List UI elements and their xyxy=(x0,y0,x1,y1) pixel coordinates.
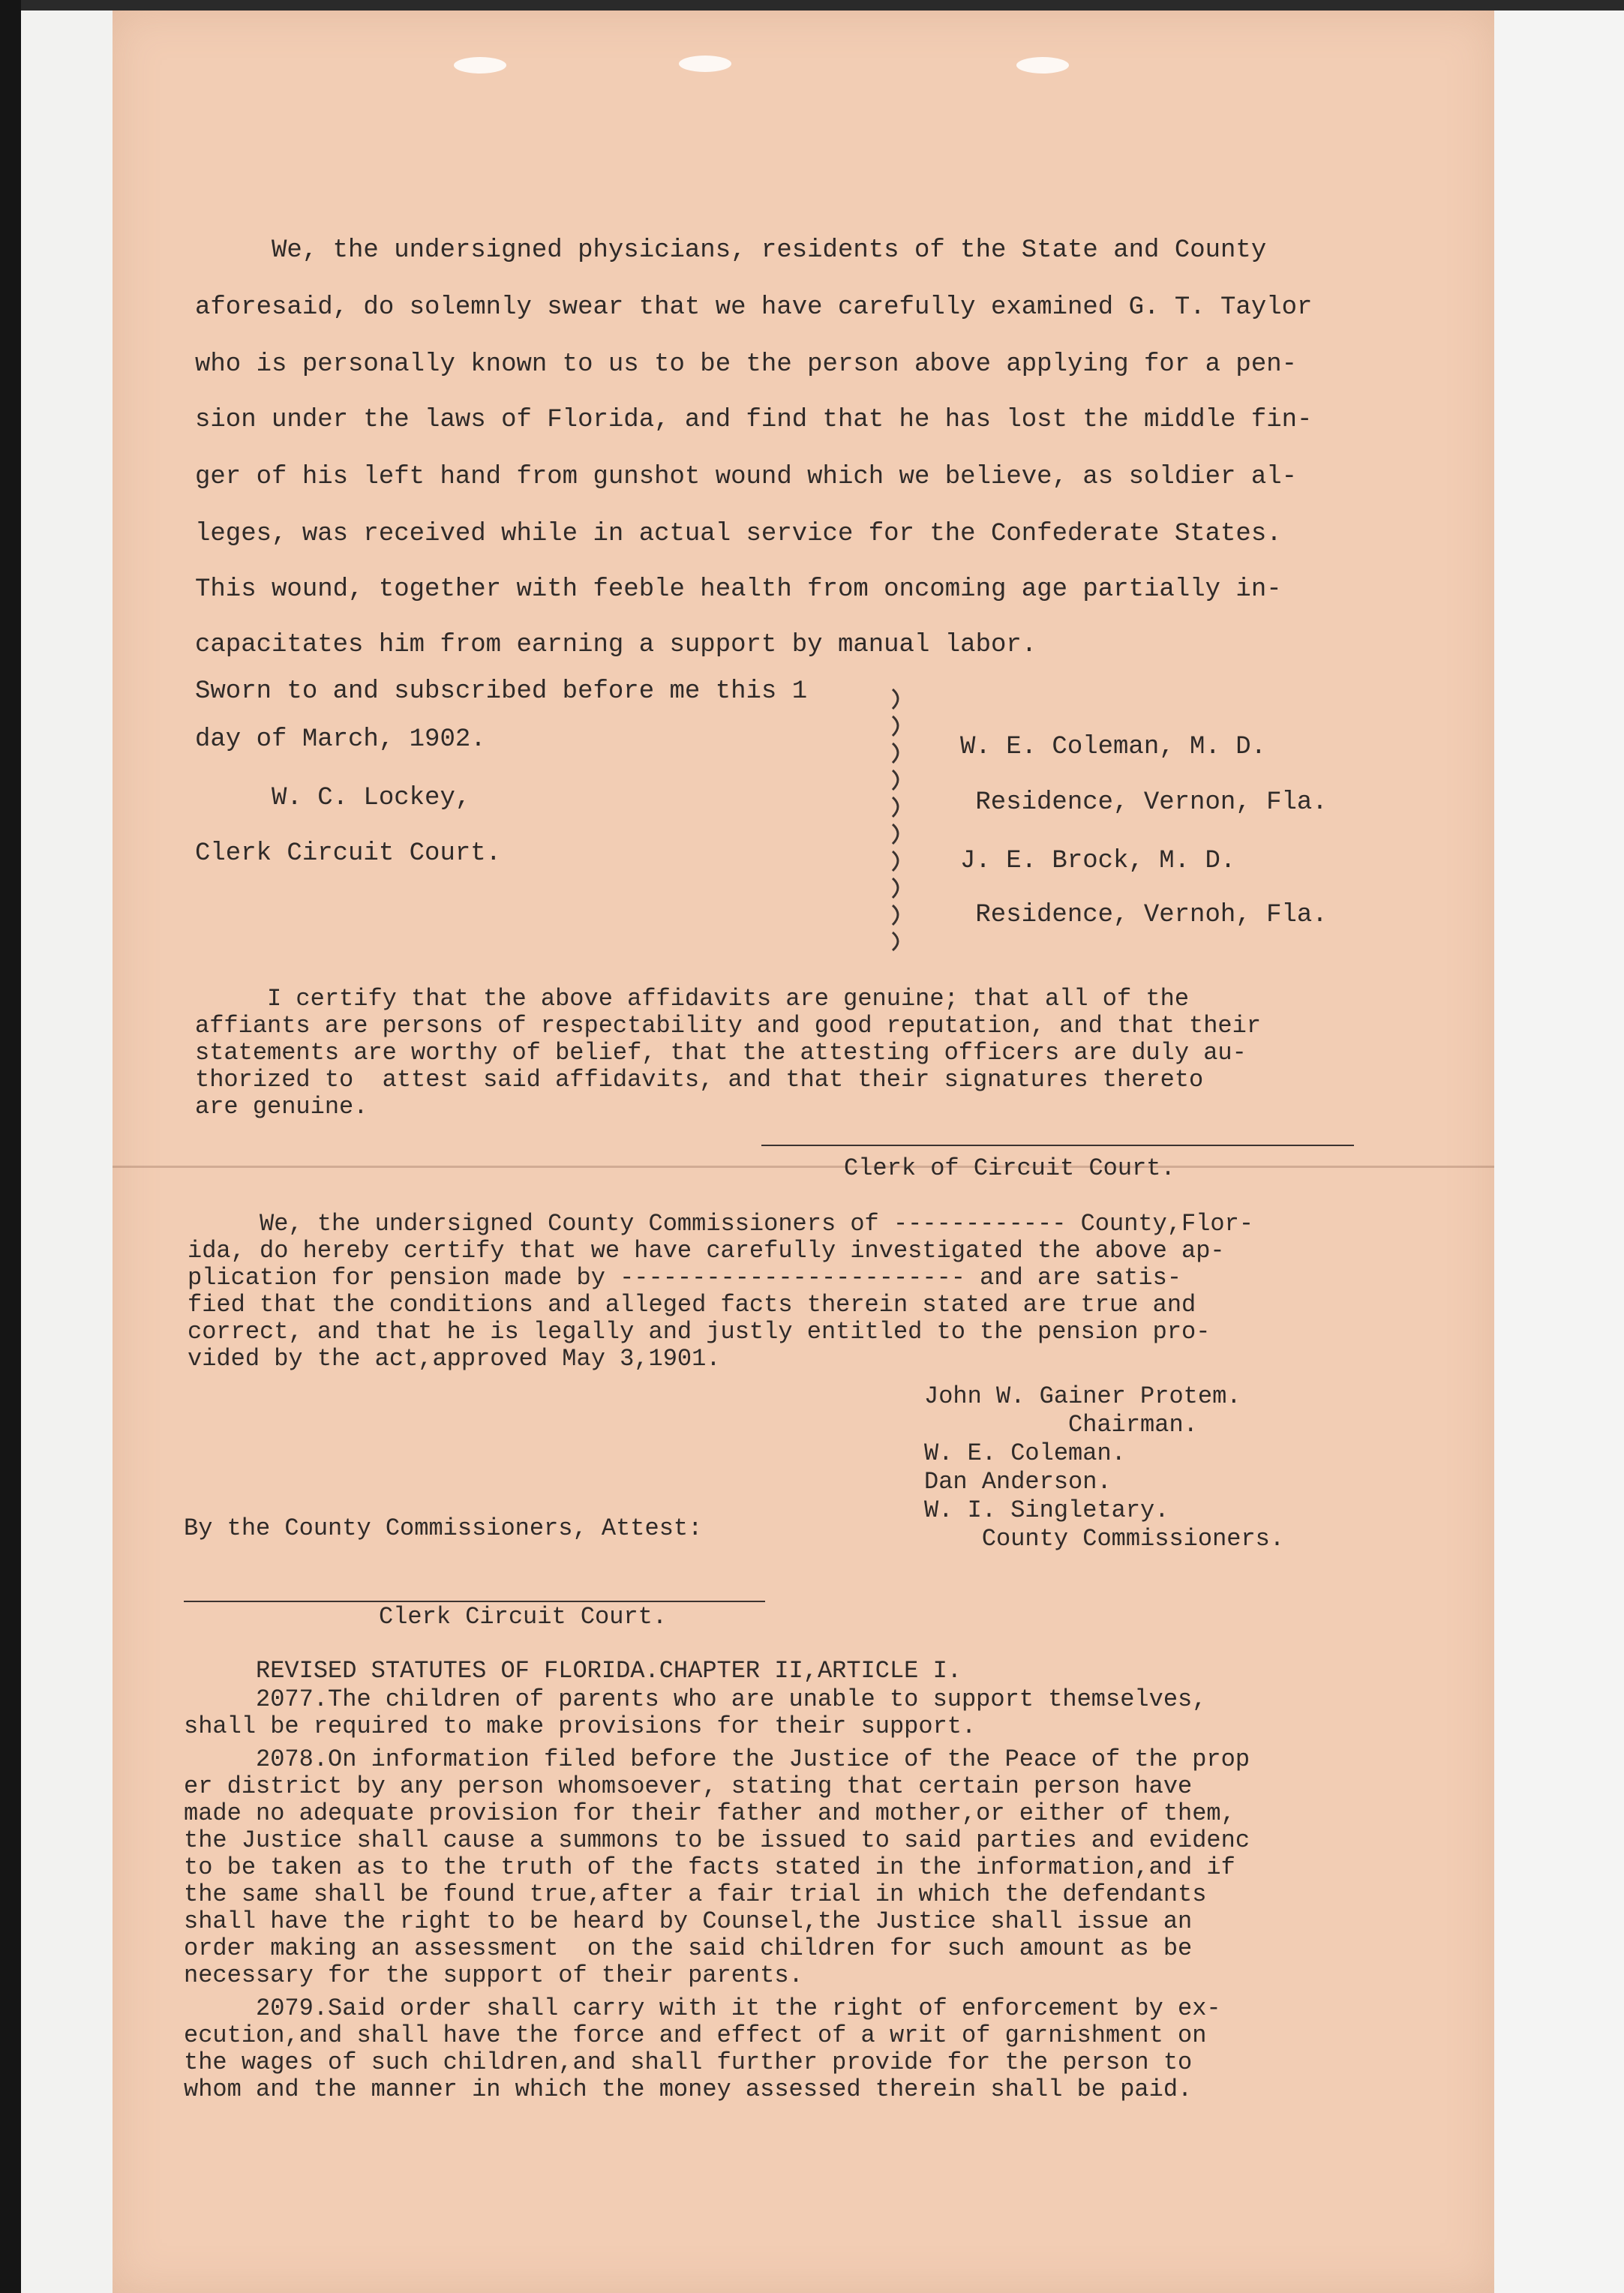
statute-line: necessary for the support of their parents. xyxy=(184,1961,803,1989)
physician-residence: Residence, Vernoh, Fla. xyxy=(960,901,1328,929)
attest-label: By the County Commissioners, Attest: xyxy=(184,1514,703,1542)
statutes-heading: REVISED STATUTES OF FLORIDA.CHAPTER II,ARTICLE I. xyxy=(184,1657,962,1685)
document-page xyxy=(113,11,1494,2293)
attest-clerk-label: Clerk Circuit Court. xyxy=(379,1603,668,1631)
physician-signature: W. E. Coleman, M. D. xyxy=(960,733,1267,761)
statute-line: the same shall be found true,after a fair trial in which the defendants xyxy=(184,1880,1207,1908)
binding-hole-3 xyxy=(1016,57,1069,74)
commissioners-line: vided by the act,approved May 3,1901. xyxy=(188,1345,721,1373)
physician-residence: Residence, Vernon, Fla. xyxy=(960,788,1328,817)
bracket-column xyxy=(878,682,923,952)
statute-line: 2078.On information filed before the Justice of the Peace of the prop xyxy=(184,1745,1250,1773)
affidavit-line: ger of his left hand from gunshot wound which we believe, as soldier al- xyxy=(195,463,1298,491)
commissioner-signer: County Commissioners. xyxy=(924,1525,1285,1553)
jurat-line: day of March, 1902. xyxy=(195,725,486,754)
certification-line: thorized to attest said affidavits, and that their signatures thereto xyxy=(195,1066,1204,1094)
statute-line: to be taken as to the truth of the facts stated in the information,and if xyxy=(184,1853,1235,1881)
affidavit-line: sion under the laws of Florida, and find that he has lost the middle fin- xyxy=(195,406,1313,434)
statute-line: whom and the manner in which the money assessed therein shall be paid. xyxy=(184,2075,1193,2103)
scan-border-top xyxy=(21,0,1624,11)
physician-signature: J. E. Brock, M. D. xyxy=(960,847,1236,875)
jurat-line: W. C. Lockey, xyxy=(195,784,471,812)
affidavit-line: who is personally known to us to be the person above applying for a pen- xyxy=(195,350,1298,379)
affidavit-line: We, the undersigned physicians, residents of the State and County xyxy=(195,236,1267,265)
certification-line: are genuine. xyxy=(195,1093,368,1121)
statute-line: shall have the right to be heard by Counsel,the Justice shall issue an xyxy=(184,1907,1193,1935)
certification-line: statements are worthy of belief, that the attesting officers are duly au- xyxy=(195,1039,1247,1067)
commissioners-line: plication for pension made by ------------------------ and are satis- xyxy=(188,1264,1182,1292)
certification-line: affiants are persons of respectability and good reputation, and that their xyxy=(195,1012,1262,1040)
commissioner-signer: John W. Gainer Protem. xyxy=(924,1382,1241,1410)
jurat-line: Sworn to and subscribed before me this 1 xyxy=(195,677,808,706)
scan-background-left xyxy=(21,11,113,2293)
commissioners-line: ida, do hereby certify that we have carefully investigated the above ap- xyxy=(188,1237,1225,1265)
statute-line: 2079.Said order shall carry with it the right of enforcement by ex- xyxy=(184,1994,1221,2022)
commissioners-line: correct, and that he is legally and justly entitled to the pension pro- xyxy=(188,1318,1211,1346)
bleed-through-marks xyxy=(803,101,833,296)
clerk-signature-label: Clerk of Circuit Court. xyxy=(844,1154,1175,1182)
commissioner-signer: W. E. Coleman. xyxy=(924,1439,1126,1467)
scan-border-left xyxy=(0,0,21,2293)
commissioners-line: We, the undersigned County Commissioners of ------------ County,Flor- xyxy=(188,1210,1254,1238)
certification-line: I certify that the above affidavits are genuine; that all of the xyxy=(195,985,1190,1013)
binding-hole-1 xyxy=(454,57,506,74)
commissioner-signer: Chairman. xyxy=(924,1411,1198,1439)
commissioners-line: fied that the conditions and alleged facts therein stated are true and xyxy=(188,1291,1196,1319)
statute-line: made no adequate provision for their father and mother,or either of them, xyxy=(184,1799,1235,1827)
affidavit-line: capacitates him from earning a support by manual labor. xyxy=(195,631,1037,659)
binding-hole-2 xyxy=(679,56,731,72)
statute-line: er district by any person whomsoever, stating that certain person have xyxy=(184,1772,1193,1800)
statute-line: the wages of such children,and shall further provide for the person to xyxy=(184,2048,1193,2076)
clerk-signature-rule xyxy=(761,1145,1354,1146)
page-fold xyxy=(113,1166,1494,1168)
jurat-line: Clerk Circuit Court. xyxy=(195,839,502,868)
statute-line: 2077.The children of parents who are unable to support themselves, xyxy=(184,1685,1207,1713)
affidavit-line: aforesaid, do solemnly swear that we have carefully examined G. T. Taylor xyxy=(195,293,1313,322)
statute-line: the Justice shall cause a summons to be issued to said parties and evidenc xyxy=(184,1826,1250,1854)
statute-line: shall be required to make provisions for their support. xyxy=(184,1712,977,1740)
commissioner-signer: Dan Anderson. xyxy=(924,1468,1112,1496)
commissioner-signer: W. I. Singletary. xyxy=(924,1496,1169,1524)
statute-line: ecution,and shall have the force and effect of a writ of garnishment on xyxy=(184,2021,1207,2049)
attest-signature-rule xyxy=(184,1601,765,1602)
statute-line: order making an assessment on the said children for such amount as be xyxy=(184,1934,1193,1962)
affidavit-line: leges, was received while in actual service for the Confederate States. xyxy=(195,520,1282,548)
affidavit-line: This wound, together with feeble health from oncoming age partially in- xyxy=(195,575,1282,604)
scan-background-right xyxy=(1494,11,1624,2293)
